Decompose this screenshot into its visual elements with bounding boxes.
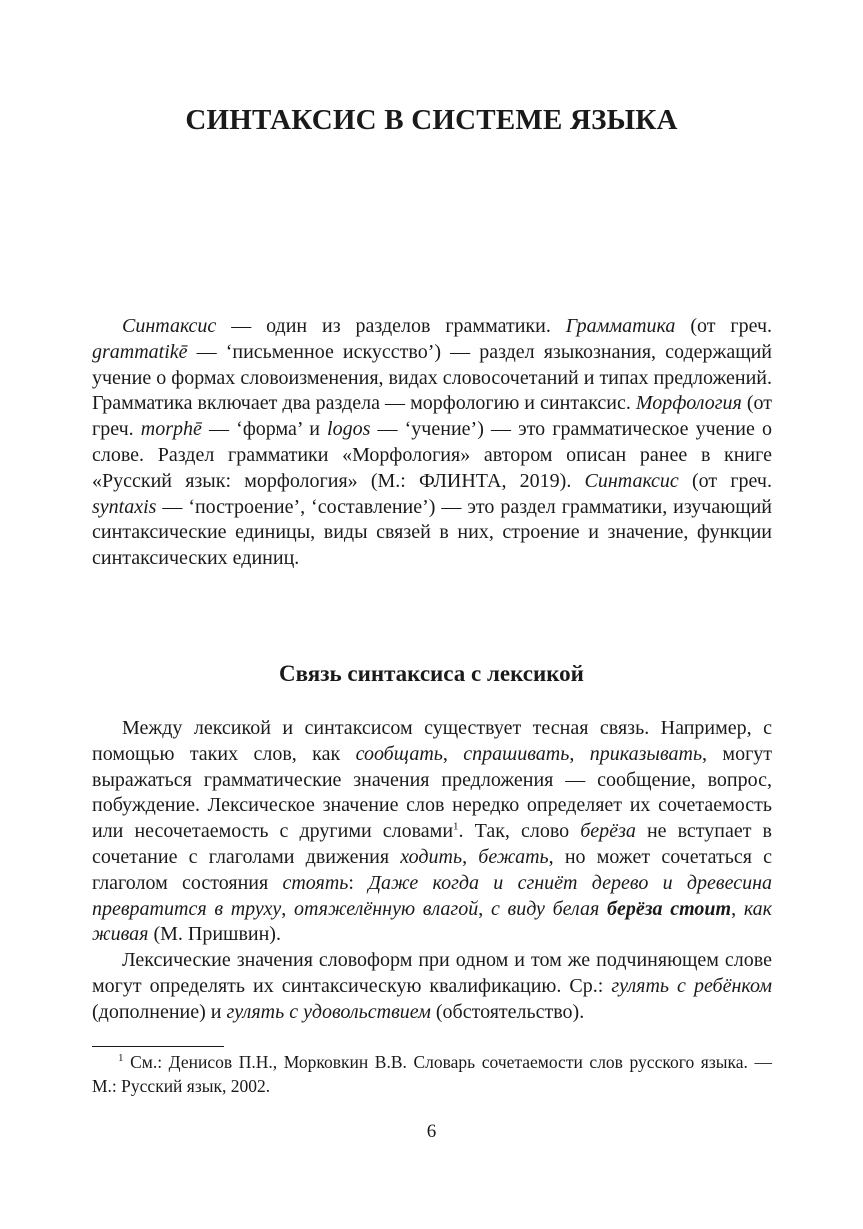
text-run: — ‘учение’) — это грамматическое учение о слове. Раздел грамматики «Морфология» автором описан ранее в книге «Русский язык: морфология» (М.: ФЛИНТА, 2019). — [92, 418, 773, 492]
section-body — [92, 716, 772, 1026]
intro-paragraph — [92, 314, 772, 572]
emphasis-italic: гулять с удовольствием — [226, 1000, 431, 1023]
emphasis-italic: Грамматика — [565, 315, 676, 337]
text-run: , но может сочетаться с глаголом состояния — [92, 845, 773, 894]
text-run: Лексические значения словоформ при одном и том же подчиняющем слове могут определять их синтаксическую квалификацию. Ср.: — [92, 949, 772, 997]
text-run: , — [442, 742, 464, 765]
footnote-marker: 1 — [118, 1052, 124, 1065]
lexicon-paragraph — [92, 716, 772, 948]
emphasis-italic: ходить — [400, 845, 463, 868]
footnote-reference: 1 — [453, 820, 459, 833]
text-run: . Так, слово — [458, 820, 581, 843]
text-run: : — [348, 871, 369, 894]
emphasis-italic: Синтаксис — [122, 315, 217, 337]
qualification-paragraph — [92, 948, 772, 1025]
text-run: , могут выражаться грамматические значения предложения — сообщение, вопрос, побуждение. Лексическое значение слов нередко определяет их сочетаемость или несочетаемость с другими словами — [92, 742, 773, 843]
emphasis-italic: сообщать — [355, 742, 443, 765]
emphasis-italic: берёза — [580, 820, 636, 843]
emphasis-italic: с виду белая — [490, 897, 608, 920]
chapter-title: СИНТАКСИС В СИСТЕМЕ ЯЗЫКА — [185, 104, 678, 136]
text-run: , — [462, 845, 479, 868]
emphasis-italic: бежать — [478, 845, 549, 868]
page-number: 6 — [426, 1121, 437, 1142]
text-run: (от греч. — [92, 392, 772, 441]
text-run: — один из разделов грамматики. — [216, 315, 566, 337]
text-run: Между лексикой и синтаксисом существует тесная связь. Например, с помощью таких слов, как — [92, 717, 772, 765]
text-run: , — [569, 742, 590, 765]
text-run: — ‘построение’, ‘составление’) — это раздел грамматики, изучающий синтаксические единицы, виды связей в них, строение и значение, функции синтаксических единиц. — [92, 495, 772, 570]
text-run: — ‘форма’ и — [201, 418, 328, 441]
text-run: (от греч. — [675, 315, 773, 337]
text-run: (дополнение) и — [92, 1000, 227, 1023]
text-run: (от греч. — [678, 469, 772, 492]
emphasis-italic: morphē — [140, 418, 202, 441]
text-run: , — [281, 897, 294, 920]
text-run: (обстоятельство). — [430, 1000, 585, 1023]
emphasis-italic: Синтаксис — [584, 469, 679, 492]
text-run: (М. Пришвин). — [148, 923, 281, 946]
emphasis-italic: grammatikē — [92, 340, 188, 363]
footnote — [92, 1051, 772, 1098]
emphasis-italic: приказывать — [589, 742, 703, 765]
footnote-body: См.: Денисов П.Н., Морковкин В.В. Словарь сочетаемости слов русского языка. — М.: Русский язык, 2002. — [92, 1052, 772, 1096]
emphasis-italic: гулять с ребёнком — [611, 974, 773, 997]
emphasis-italic: syntaxis — [92, 495, 157, 518]
emphasis-italic: стоять — [282, 871, 349, 894]
footnote-divider — [92, 1046, 224, 1047]
text-run: не вступает в сочетание с глаголами движения — [92, 820, 773, 868]
emphasis-italic: как живая — [92, 897, 773, 946]
text-run: , — [731, 897, 744, 920]
emphasis-italic: Даже когда и сгниёт дерево и древесина превратится в труху — [92, 871, 772, 920]
footnote-text — [92, 1051, 772, 1098]
emphasis-italic: отяжелённую влагой — [293, 897, 479, 920]
intro-block — [92, 314, 772, 572]
emphasis-italic: Морфология — [635, 392, 742, 415]
text-run: , — [478, 897, 491, 920]
emphasis-italic: спрашивать — [463, 742, 570, 765]
emphasis-italic: logos — [327, 418, 371, 441]
emphasis-bold-italic: берёза стоит — [607, 897, 732, 920]
section-heading: Связь синтаксиса с лексикой — [279, 661, 584, 686]
text-run: — ‘письменное искусство’) — раздел языкознания, содержащий учение о формах словоизменения, видах словосочетаний и типах предложений. Грамматика включает два раздела — морфологию и синтаксис. — [92, 340, 772, 415]
